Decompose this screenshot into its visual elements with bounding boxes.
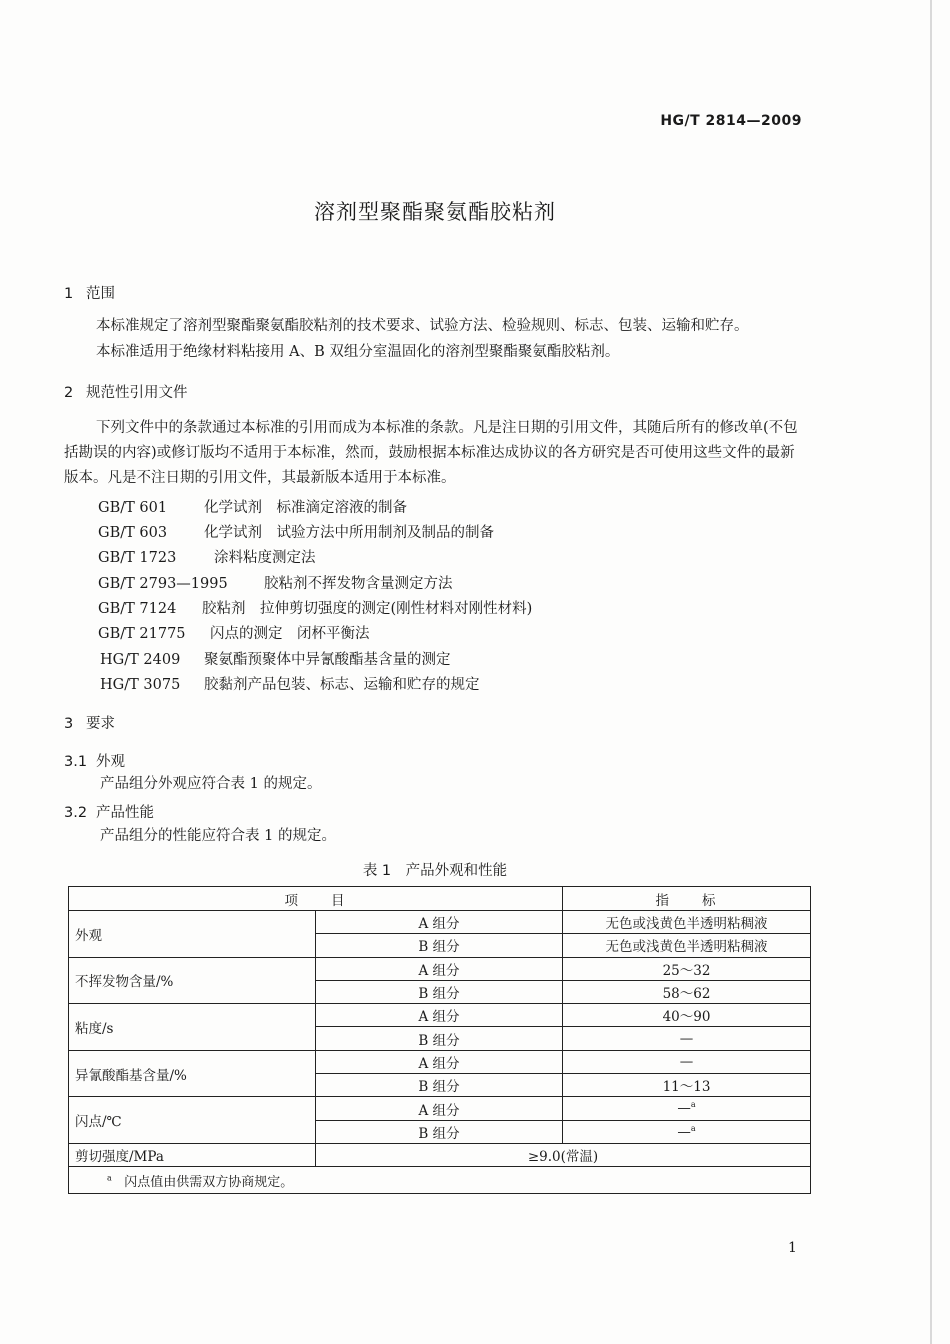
reference-name: 胶黏剂产品包装、标志、运输和贮存的规定 (204, 677, 480, 693)
reference-item (98, 546, 316, 567)
component-a: A 组分 (316, 1097, 563, 1120)
properties-table (68, 886, 811, 1194)
header-item: 项 目 (69, 887, 563, 911)
document-title: 溶剂型聚酯聚氨酯胶粘剂 (314, 200, 556, 224)
property-label: 外观 (69, 911, 316, 958)
subsection-3-2-heading (64, 801, 154, 822)
header-index: 指 标 (563, 887, 811, 911)
reference-name: 化学试剂 标准滴定溶液的制备 (204, 500, 407, 516)
reference-item (98, 597, 532, 618)
property-label: 剪切强度/MPa (69, 1143, 316, 1166)
component-a: A 组分 (316, 911, 563, 934)
section-2-heading (64, 381, 188, 402)
value-text: — (677, 1100, 691, 1117)
section-number: 1 (64, 286, 74, 302)
reference-item (100, 648, 451, 669)
table-row (69, 1097, 811, 1120)
table-caption: 表 1 产品外观和性能 (362, 863, 508, 879)
subsection-number: 3.1 (64, 754, 88, 770)
footnote-text: 闪点值由供需双方协商规定。 (124, 1174, 294, 1190)
reference-code: GB/T 603 (98, 525, 168, 541)
footnote-marker: a (107, 1173, 112, 1183)
footnote-marker: a (690, 1100, 696, 1110)
shear-strength-value: ≥9.0(常温) (316, 1143, 811, 1166)
footnote-marker: a (690, 1123, 696, 1133)
appearance-text: 产品组分外观应符合表 1 的规定。 (100, 776, 322, 792)
scope-paragraph-2: 本标准适用于绝缘材料粘接用 A、B 双组分室温固化的溶剂型聚酯聚氨酯胶粘剂。 (96, 344, 620, 360)
reference-item (98, 572, 453, 593)
value-text: — (677, 1124, 691, 1141)
table-row (69, 1004, 811, 1027)
value-b (563, 1120, 811, 1143)
page-edge (930, 0, 932, 1344)
component-a: A 组分 (316, 1004, 563, 1027)
section-3-heading (64, 712, 115, 733)
reference-code: GB/T 601 (98, 500, 168, 516)
reference-item (100, 673, 480, 694)
value-b: — (563, 1027, 811, 1050)
section-title: 范围 (86, 286, 115, 302)
component-a: A 组分 (316, 1050, 563, 1073)
subsection-title: 外观 (96, 754, 125, 770)
table-row (69, 911, 811, 934)
value-a: 25～32 (563, 957, 811, 980)
value-b: 11～13 (563, 1074, 811, 1097)
value-a: 40～90 (563, 1004, 811, 1027)
reference-code: GB/T 1723 (98, 550, 177, 566)
performance-text: 产品组分的性能应符合表 1 的规定。 (100, 828, 336, 844)
reference-name: 胶粘剂不挥发物含量测定方法 (264, 576, 453, 592)
reference-item (98, 622, 370, 643)
component-b: B 组分 (316, 934, 563, 957)
subsection-number: 3.2 (64, 805, 88, 821)
value-b: 无色或浅黄色半透明粘稠液 (563, 934, 811, 957)
value-b: 58～62 (563, 980, 811, 1003)
reference-name: 闪点的测定 闭杯平衡法 (210, 626, 370, 642)
component-b: B 组分 (316, 980, 563, 1003)
section-number: 3 (64, 716, 74, 732)
table-row (69, 1050, 811, 1073)
subsection-title: 产品性能 (96, 805, 154, 821)
reference-code: HG/T 3075 (100, 677, 181, 693)
component-b: B 组分 (316, 1074, 563, 1097)
property-label: 不挥发物含量/% (69, 957, 316, 1004)
reference-code: HG/T 2409 (100, 652, 181, 668)
table-header-row (69, 887, 811, 911)
table-footnote-row (69, 1167, 811, 1194)
reference-code: GB/T 2793—1995 (98, 576, 228, 592)
property-label: 异氰酸酯基含量/% (69, 1050, 316, 1097)
reference-item (98, 521, 494, 542)
scope-paragraph-1: 本标准规定了溶剂型聚酯聚氨酯胶粘剂的技术要求、试验方法、检验规则、标志、包装、运输和贮存。 (96, 318, 749, 334)
reference-item (98, 496, 407, 517)
subsection-3-1-heading (64, 750, 125, 771)
page-number: 1 (788, 1240, 797, 1256)
property-label: 闪点/℃ (69, 1097, 316, 1144)
table-row (69, 1143, 811, 1166)
component-b: B 组分 (316, 1120, 563, 1143)
component-a: A 组分 (316, 957, 563, 980)
section-number: 2 (64, 385, 74, 401)
value-a: — (563, 1050, 811, 1073)
references-intro: 下列文件中的条款通过本标准的引用而成为本标准的条款。凡是注日期的引用文件，其随后所有的修改单(不包括勘误的内容)或修订版均不适用于本标准，然而，鼓励根据本标准达成协议的各方研究是否可使用这些文件的最新版本。凡是不注日期的引用文件，其最新版本适用于本标准。 (64, 420, 798, 486)
standard-code: HG/T 2814—2009 (660, 113, 802, 129)
reference-code: GB/T 7124 (98, 601, 177, 617)
section-title: 规范性引用文件 (86, 385, 188, 401)
reference-name: 化学试剂 试验方法中所用制剂及制品的制备 (204, 525, 494, 541)
value-a: 无色或浅黄色半透明粘稠液 (563, 911, 811, 934)
reference-name: 涂料粘度测定法 (214, 550, 316, 566)
table-row (69, 957, 811, 980)
value-a (563, 1097, 811, 1120)
component-b: B 组分 (316, 1027, 563, 1050)
reference-code: GB/T 21775 (98, 626, 186, 642)
section-1-heading (64, 282, 115, 303)
section-title: 要求 (86, 716, 115, 732)
reference-name: 聚氨酯预聚体中异氰酸酯基含量的测定 (204, 652, 451, 668)
table-footnote (69, 1167, 811, 1194)
reference-name: 胶粘剂 拉伸剪切强度的测定(刚性材料对刚性材料) (202, 601, 533, 617)
property-label: 粘度/s (69, 1004, 316, 1051)
